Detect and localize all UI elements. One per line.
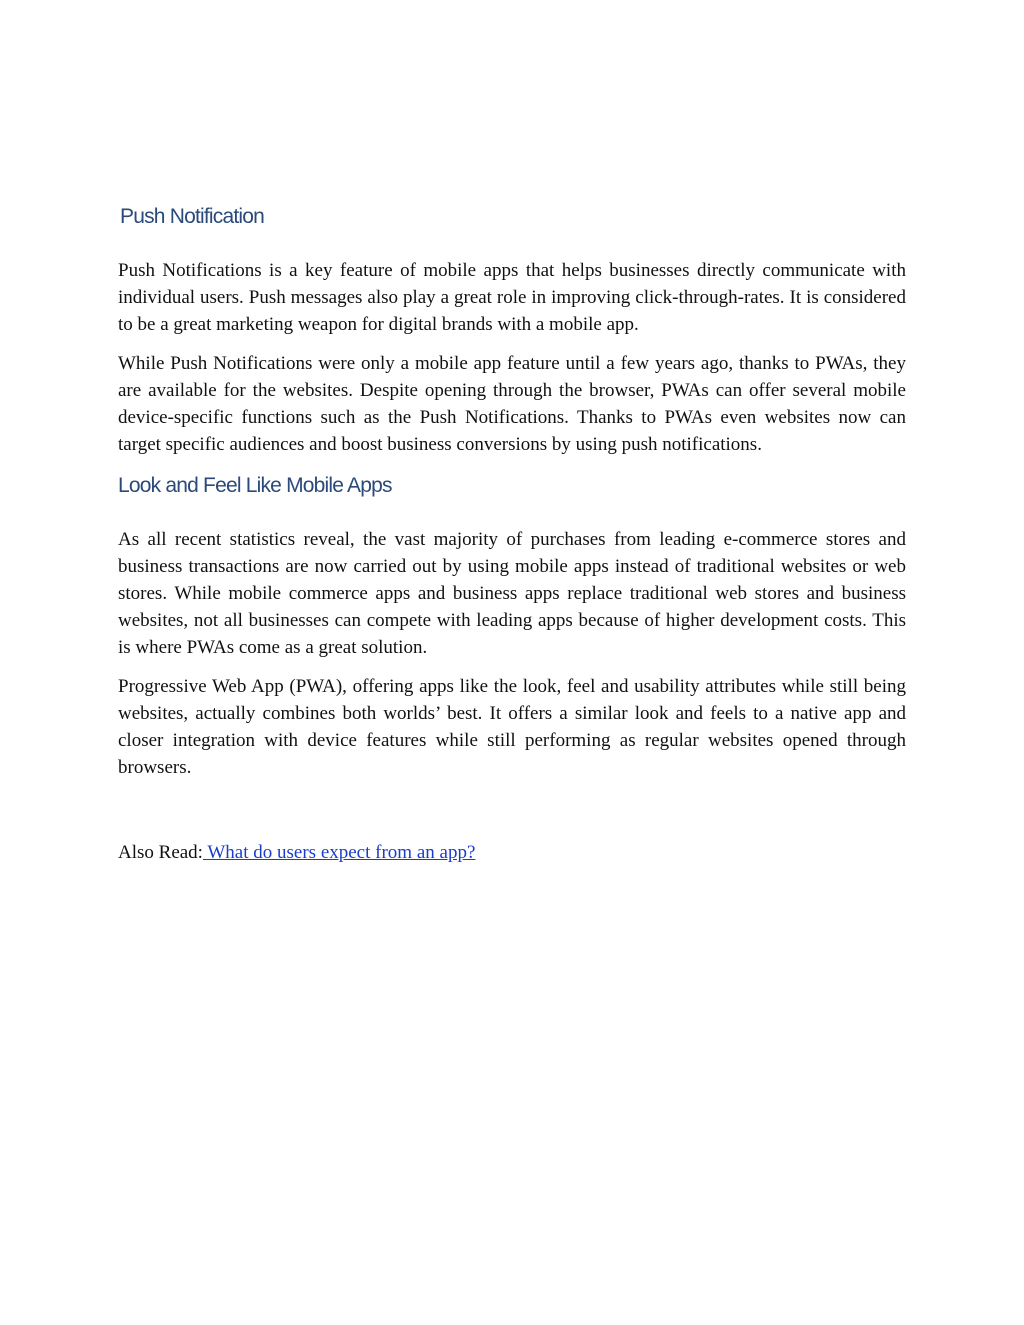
paragraph-push-notifications-pwas: While Push Notifications were only a mobile app feature until a few years ago, thanks to PWAs, they are available for the websites. Despite opening through the browser, PWAs can offer several mobile device-specific functions such as the Push Notifications. Thanks to PWAs even websites now can target specific audiences and boost business conversions by using push notifications.: [118, 353, 906, 455]
section-heading-push-notification: Push Notification: [120, 205, 264, 228]
also-read-link[interactable]: What do users expect from an app?: [202, 842, 476, 863]
paragraph-look-and-feel-pwa: Progressive Web App (PWA), offering apps like the look, feel and usability attributes while still being websites, actually combines both worlds’ best. It offers a similar look and feels to a native app and closer integration with device features while still performing as regular websites opened through browsers.: [118, 676, 906, 778]
paragraph-look-and-feel-stats: As all recent statistics reveal, the vast majority of purchases from leading e-commerce stores and business transactions are now carried out by using mobile apps instead of traditional websites or web stores. While mobile commerce apps and business apps replace traditional web stores and business websites, not all businesses can compete with leading apps because of higher development costs. This is where PWAs come as a great solution.: [118, 529, 906, 658]
also-read-line: [118, 839, 906, 866]
paragraph-push-notifications-intro: Push Notifications is a key feature of mobile apps that helps businesses directly communicate with individual users. Push messages also play a great role in improving click-through-rates. It is considered to be a great marketing weapon for digital brands with a mobile app.: [118, 260, 906, 335]
also-read-label: Also Read:: [118, 842, 203, 863]
section-heading-look-and-feel: Look and Feel Like Mobile Apps: [118, 474, 392, 497]
document-content: [118, 202, 906, 866]
